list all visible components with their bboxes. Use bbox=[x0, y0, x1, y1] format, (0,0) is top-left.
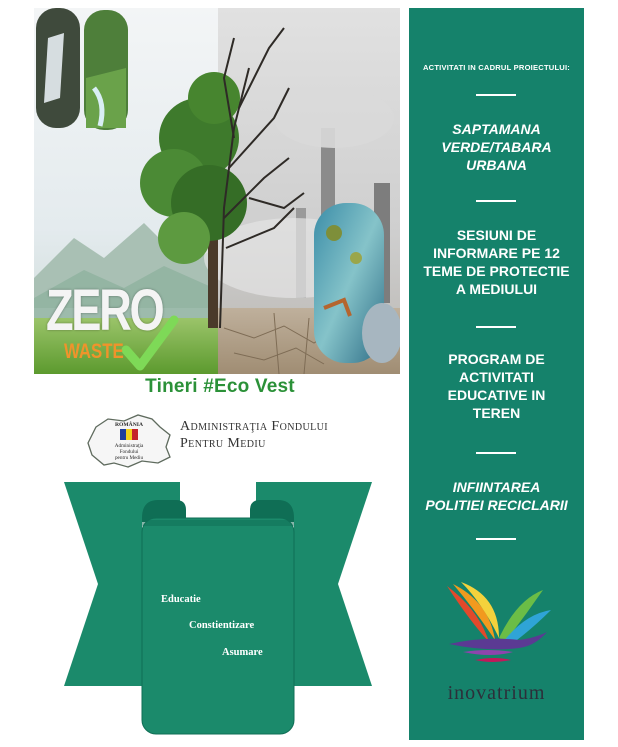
activity-2: SESIUNI DE INFORMARE PE 12 TEME DE PROTECTIE A MEDIULUI bbox=[423, 227, 570, 297]
project-hashtag: Tineri #Eco Vest bbox=[145, 376, 295, 397]
banner-word-constientizare: Constientizare bbox=[189, 620, 255, 631]
inovatrium-brand: inovatrium bbox=[447, 682, 546, 704]
afm-romania-map-logo bbox=[86, 413, 174, 469]
hero-image bbox=[34, 8, 400, 374]
divider-1 bbox=[476, 94, 516, 96]
seal-line-3: Fondului bbox=[119, 449, 139, 455]
activity-4: INFIINTAREA POLITIEI RECICLARII bbox=[425, 479, 568, 513]
inovatrium-bird-logo bbox=[439, 580, 554, 675]
divider-4 bbox=[476, 452, 516, 454]
activity-1: SAPTAMANA VERDE/TABARA URBANA bbox=[441, 121, 552, 173]
panel-title: ACTIVITATI IN CADRUL PROIECTULUI: bbox=[422, 63, 571, 72]
banner-word-educatie: Educatie bbox=[161, 594, 201, 605]
zero-text: ZERO bbox=[46, 278, 163, 343]
afm-name-line-2: Pentru Mediu bbox=[180, 436, 266, 451]
banner-word-asumare: Asumare bbox=[222, 647, 263, 658]
divider-5 bbox=[476, 538, 516, 540]
activity-3: PROGRAM DE ACTIVITATI EDUCATIVE IN TEREN bbox=[447, 351, 546, 421]
afm-name bbox=[180, 418, 328, 452]
seal-line-2: Administraţia bbox=[114, 443, 144, 449]
afm-name-line-1: Administraţia Fondului bbox=[180, 419, 328, 434]
values-scroll-banner bbox=[62, 478, 374, 740]
seal-line-4: pentru Mediu bbox=[114, 455, 144, 461]
activities-panel bbox=[409, 8, 584, 740]
divider-3 bbox=[476, 326, 516, 328]
seal-line-1: ROMÂNIA bbox=[115, 422, 143, 428]
waste-text: WASTE bbox=[64, 340, 124, 363]
divider-2 bbox=[476, 200, 516, 202]
